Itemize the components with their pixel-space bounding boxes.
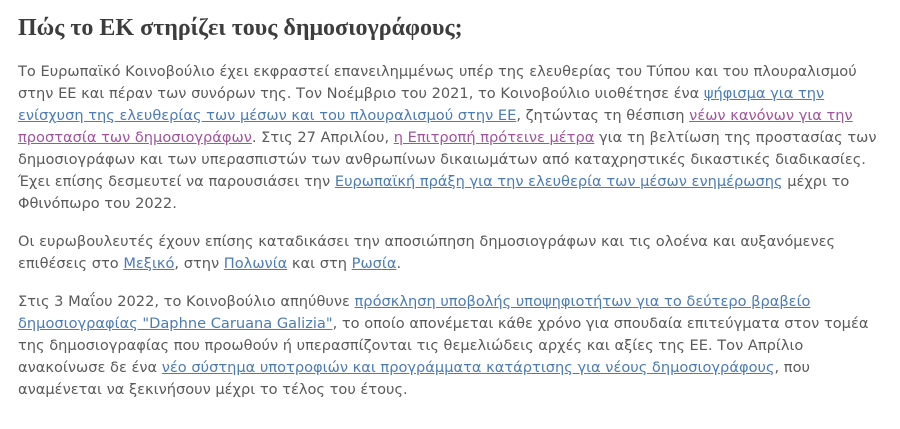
- paragraph-1: [18, 61, 880, 215]
- text-run: Οι ευρωβουλευτές έχουν επίσης καταδικάσει την αποσιώπηση δημοσιογράφων και τις ολοένα και αυξανόμενες επιθέσεις στο: [18, 232, 836, 272]
- link-mexico[interactable]: Μεξικό: [123, 254, 175, 272]
- link-russia[interactable]: Ρωσία: [351, 254, 397, 272]
- link-daphne-caruana-galizia-prize-nominations[interactable]: πρόσκληση υποβολής υποψηφιοτήτων για το δεύτερο βραβείο δημοσιογραφίας "Daphne Caruana Galizia": [18, 292, 811, 332]
- text-run: Στις 3 Μαΐου 2022, το Κοινοβούλιο απηύθυνε: [18, 292, 355, 310]
- text-run: , στην: [174, 254, 224, 272]
- page-title: Πώς το ΕΚ στηρίζει τους δημοσιογράφους;: [18, 15, 463, 41]
- text-run: , ζητώντας τη θέσπιση: [516, 106, 690, 124]
- link-new-rules-protection-journalists[interactable]: νέων κανόνων για την προστασία των δημοσιογράφων: [18, 106, 853, 146]
- text-run: .: [396, 254, 402, 272]
- text-run: για τη βελτίωση της προστασίας των δημοσιογράφων και των υπερασπιστών των ανθρωπίνων δικαιωμάτων από καταχρηστικές δικαστικές διαδικασίες. Έχει επίσης δεσμευτεί να παρουσιάσει την: [18, 128, 877, 190]
- paragraph-3: [18, 291, 880, 401]
- text-run: , που αναμένεται να ξεκινήσουν μέχρι το τέλος του έτους.: [18, 358, 810, 398]
- link-fellowship-training-programme-young-journalists[interactable]: νέο σύστημα υποτροφιών και προγράμματα κατάρτισης για νέους δημοσιογράφους: [161, 358, 775, 376]
- link-poland[interactable]: Πολωνία: [223, 254, 288, 272]
- article-body: [18, 61, 880, 401]
- text-run: μέχρι το Φθινόπωρο του 2022.: [18, 172, 850, 212]
- link-european-media-freedom-act[interactable]: Ευρωπαϊκή πράξη για την ελευθερία των μέσων ενημέρωσης: [334, 172, 783, 190]
- paragraph-2: [18, 231, 880, 275]
- link-resolution-media-freedom-pluralism[interactable]: ψήφισμα για την ενίσχυση της ελευθερίας των μέσων και του πλουραλισμού στην ΕΕ: [18, 84, 825, 124]
- link-commission-proposed-measures[interactable]: η Επιτροπή πρότεινε μέτρα: [393, 128, 595, 146]
- text-run: και στη: [287, 254, 352, 272]
- text-run: , το οποίο απονέμεται κάθε χρόνο για σπουδαία επιτεύγματα στον τομέα της δημοσιογραφίας που προωθούν ή υπερασπίζονται τις θεμελιώδεις αρχές και αξίες της ΕΕ. Τον Απρίλιο ανακοίνωσε δε ένα: [18, 314, 869, 376]
- text-run: . Στις 27 Απριλίου,: [251, 128, 394, 146]
- text-run: Το Ευρωπαϊκό Κοινοβούλιο έχει εκφραστεί επανειλημμένως υπέρ της ελευθερίας του Τύπου και του πλουραλισμού στην ΕΕ και πέραν των συνόρων της. Τον Νοέμβριο του 2021, το Κοινοβούλιο υιοθέτησε ένα: [18, 62, 857, 102]
